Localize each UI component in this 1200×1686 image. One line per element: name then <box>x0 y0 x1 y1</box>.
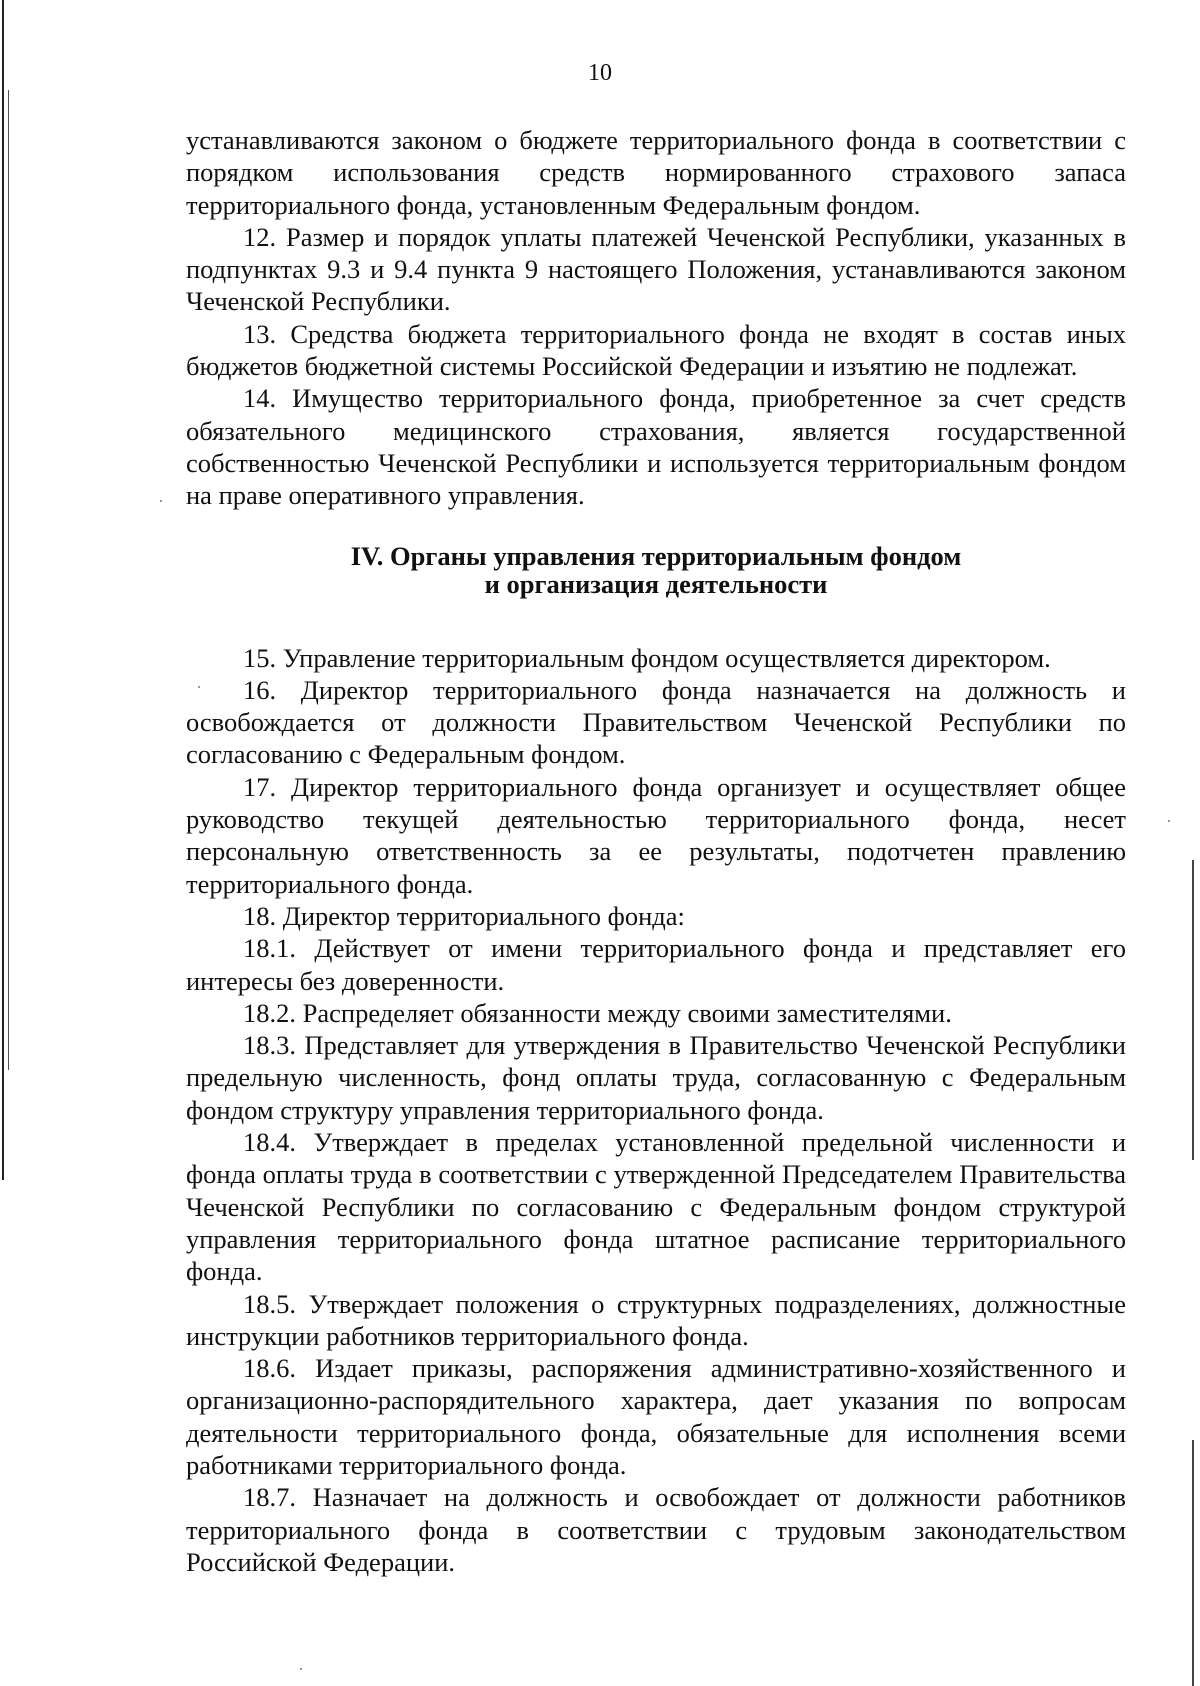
paragraph-16: 16. Директор территориального фонда назначается на должность и освобождается от должности Правительством Чеченской Республики по согласованию с Федеральным фондом. <box>186 674 1126 770</box>
paragraph-17: 17. Директор территориального фонда организует и осуществляет общее руководство текущей деятельностью территориального фонда, несет персональную ответственность за ее результаты, подотчетен правлению территориального фонда. <box>186 771 1126 899</box>
scan-edge-right <box>1192 860 1194 1160</box>
paragraph-13: 13. Средства бюджета территориального фонда не входят в состав иных бюджетов бюджетной системы Российской Федерации и изъятию не подлежат. <box>186 318 1126 382</box>
paragraph-18-1: 18.1. Действует от имени территориального фонда и представляет его интересы без доверенности. <box>186 933 1126 996</box>
paragraph-12: 12. Размер и порядок уплаты платежей Чеченской Республики, указанных в подпунктах 9.3 и 9.4 пункта 9 настоящего Положения, устанавливаются законом Чеченской Республики. <box>186 221 1126 317</box>
paragraph-18-7: 18.7. Назначает на должность и освобождает от должности работников территориального фонда в соответствии с трудовым законодательством Российской Федерации. <box>186 1482 1126 1577</box>
paragraph-18-6: 18.6. Издает приказы, распоряжения административно-хозяйственного и организационно-распорядительного характера, дает указания по вопросам деятельности территориального фонда, обязательные для исполнения всеми работниками территориального фонда. <box>186 1353 1126 1480</box>
scan-speck <box>160 500 162 502</box>
page-number: 10 <box>588 60 612 86</box>
scan-edge-left-inner <box>8 90 9 1070</box>
scan-edge-right-lower <box>1192 1440 1194 1686</box>
paragraph-15: 15. Управление территориальным фондом осуществляется директором. <box>243 642 1051 673</box>
paragraph-14: 14. Имущество территориального фонда, приобретенное за счет средств обязательного медицинского страхования, является государственной собственностью Чеченской Республики и используется территориальным фондом на праве оперативного управления. <box>186 383 1126 511</box>
paragraph-18-4: 18.4. Утверждает в пределах установленной предельной численности и фонда оплаты труда в соответствии с утвержденной Председателем Правительства Чеченской Республики по согласованию с Федеральным фондом структурой управления территориального фонда штатное расписание территориального фонда. <box>186 1127 1126 1287</box>
paragraph-18: 18. Директор территориального фонда: <box>243 900 685 931</box>
paragraph-18-3: 18.3. Представляет для утверждения в Правительство Чеченской Республики предельную численность, фонд оплаты труда, согласованную с Федеральным фондом структуру управления территориального фонда. <box>186 1030 1126 1125</box>
paragraph-18-2: 18.2. Распределяет обязанности между своими заместителями. <box>243 997 952 1028</box>
scan-speck <box>300 1668 302 1670</box>
section-heading <box>186 542 1126 598</box>
scan-edge-left <box>2 0 4 1180</box>
paragraph-11-continuation: устанавливаются законом о бюджете территориального фонда в соответствии с порядком использования средств нормированного страхового запаса территориального фонда, установленным Федеральным фондом. <box>186 125 1126 220</box>
scan-speck <box>1168 820 1170 822</box>
section-heading-line-1: IV. Органы управления территориальным фондом <box>350 540 962 571</box>
paragraph-18-5: 18.5. Утверждает положения о структурных подразделениях, должностные инструкции работников территориального фонда. <box>186 1288 1126 1351</box>
document-body <box>186 124 1126 1578</box>
section-heading-line-2: и организация деятельности <box>484 568 828 599</box>
